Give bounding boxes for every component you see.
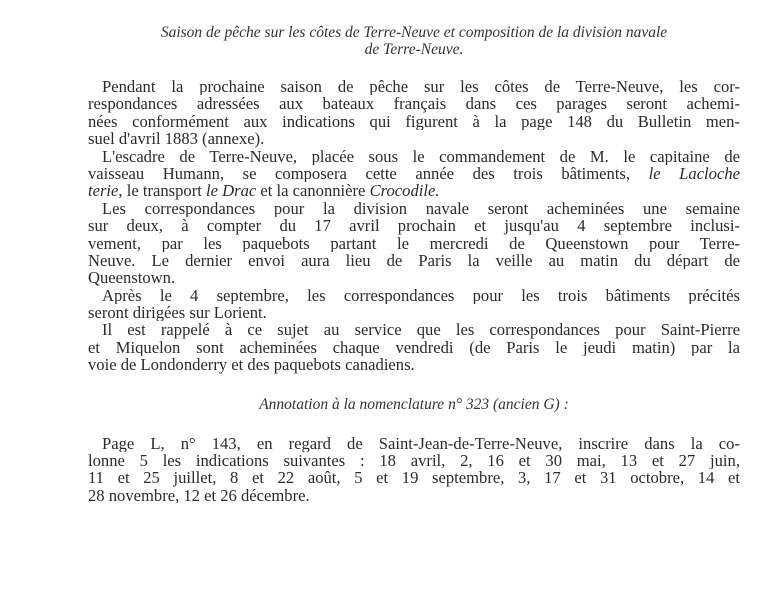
- text-line: nées conformément aux indications qui figurent à la page 148 du Bulletin men-: [88, 112, 740, 131]
- title-line-1: Saison de pêche sur les côtes de Terre-Neuve et composition de la division navale: [160, 24, 668, 41]
- title-line-2: de Terre-Neuve.: [364, 41, 464, 58]
- text-line: voie de Londonderry et des paquebots canadiens.: [88, 356, 415, 374]
- text-line: Page L, n° 143, en regard de Saint-Jean-de-Terre-Neuve, inscrire dans la co-: [102, 434, 740, 453]
- ship-name: terie: [88, 182, 119, 200]
- text-line: [88, 182, 740, 199]
- text-span: et la canonnière: [260, 182, 366, 200]
- text-line: seront dirigées sur Lorient.: [88, 304, 267, 322]
- text-line: Il est rappelé à ce sujet au service que les correspondances pour Saint-Pierre: [102, 321, 740, 339]
- text-line: et Miquelon sont acheminées chaque vendredi (de Paris le jeudi matin) par la: [88, 338, 740, 357]
- text-line: Les correspondances pour la division navale seront acheminées une semaine: [102, 199, 740, 218]
- paragraph-after-september: [88, 287, 740, 322]
- document-page: [88, 24, 740, 504]
- text-line: Neuve. Le dernier envoi aura lieu de Paris la veille au matin du départ de: [88, 251, 740, 270]
- ship-name: le Lacloche: [648, 164, 740, 183]
- text-line: sur deux, à compter du 17 avril prochain et jusqu'au 4 septembre inclusi-: [88, 217, 740, 235]
- text-line: respondances adressées aux bateaux français dans ces parages seront achemi-: [88, 95, 740, 113]
- text-line: vement, par les paquebots partant le mercredi de Queenstown pour Terre-: [88, 234, 740, 252]
- text-line: 11 et 25 juillet, 8 et 22 août, 5 et 19 septembre, 3, 17 et 31 octobre, 14 et: [88, 469, 740, 487]
- annotation-heading: Annotation à la nomenclature n° 323 (ancien G) :: [259, 395, 569, 413]
- text-line: lonne 5 les indications suivantes : 18 avril, 2, 16 et 30 mai, 13 et 27 juin,: [88, 452, 740, 470]
- text-line: L'escadre de Terre-Neuve, placée sous le commandement de M. le capitaine de: [102, 147, 740, 165]
- paragraph-annotation: [88, 435, 740, 505]
- ship-name: le Drac: [206, 182, 257, 200]
- section-title: [88, 24, 740, 58]
- paragraph-correspondence: [88, 200, 740, 287]
- text-line: suel d'avril 1883 (annexe).: [88, 130, 265, 148]
- text-span: , le transport: [118, 182, 202, 200]
- text-line: Pendant la prochaine saison de pêche sur les côtes de Terre-Neuve, les cor-: [102, 78, 740, 96]
- text-span: vaisseau Humann, se composera cette année des trois bâtiments,: [88, 164, 631, 183]
- paragraph-squadron: [88, 148, 740, 200]
- text-line: Après le 4 septembre, les correspondances pour les trois bâtiments précités: [102, 286, 740, 305]
- text-line: Queenstown.: [88, 269, 176, 287]
- text-line: 28 novembre, 12 et 26 décembre.: [88, 486, 310, 505]
- ship-name: Crocodile.: [369, 182, 440, 200]
- text-line: [88, 165, 740, 182]
- paragraph-saint-pierre: [88, 321, 740, 373]
- paragraph-fishing-season: [88, 78, 740, 148]
